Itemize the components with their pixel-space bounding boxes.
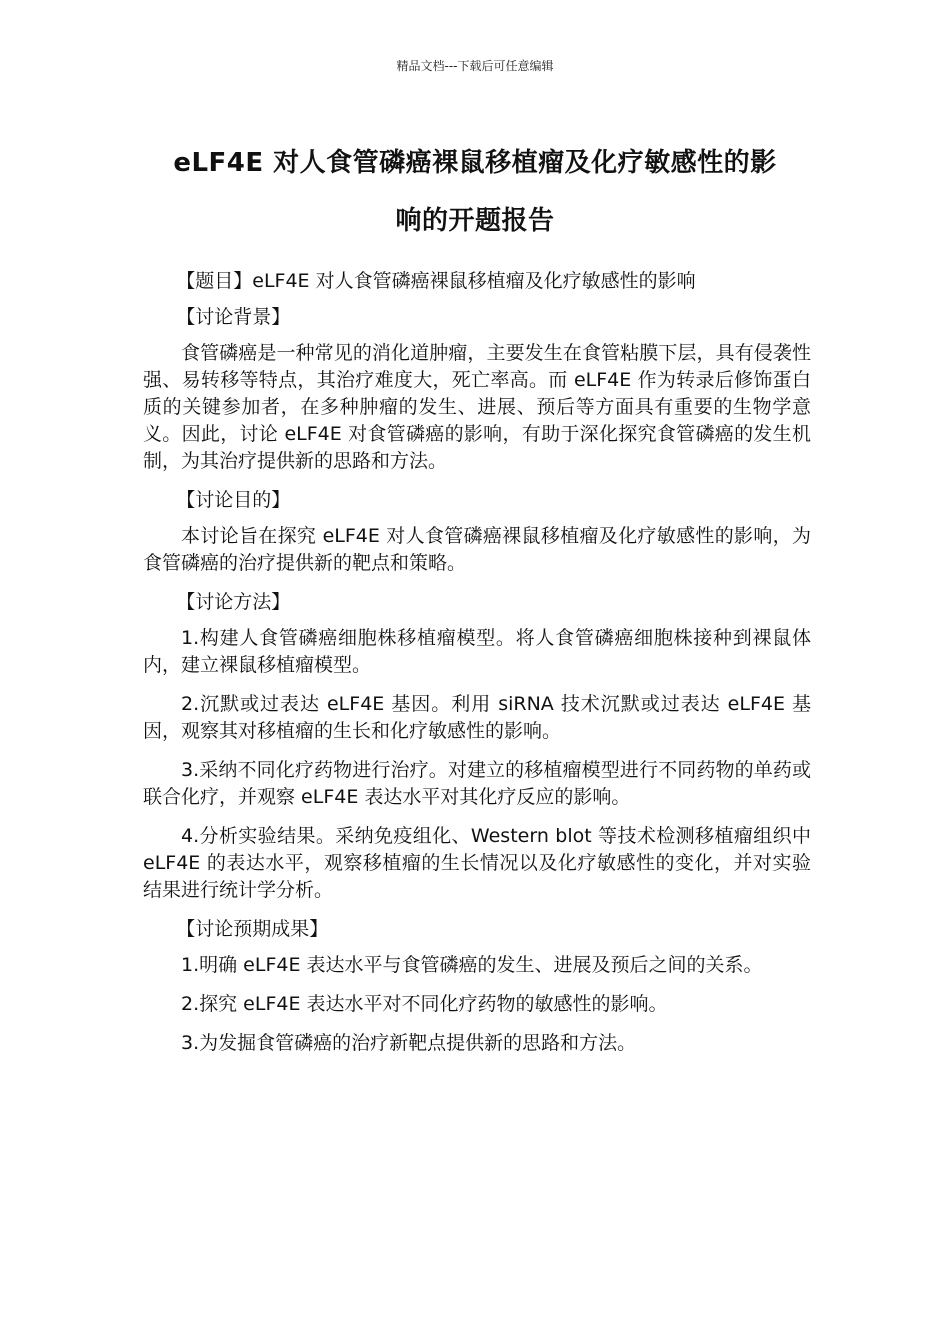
background-paragraph: 食管磷癌是一种常见的消化道肿瘤，主要发生在食管粘膜下层，具有侵袭性强、易转移等特点，其治疗难度大，死亡率高。而 eLF4E 作为转录后修饰蛋白质的关键参加者，在多种肿瘤的发生、进展、预后等方面具有重要的生物学意义。因此，讨论 eLF4E 对食管磷癌的影响，有助于深化探究食管磷癌的发生机制，为其治疗提供新的思路和方法。 <box>143 342 811 472</box>
methods-heading: 【讨论方法】 <box>176 591 291 613</box>
title-line-1: eLF4E 对人食管磷癌裸鼠移植瘤及化疗敏感性的影 <box>173 148 777 178</box>
purpose-heading: 【讨论目的】 <box>176 489 291 511</box>
outcomes-item: 1.明确 eLF4E 表达水平与食管磷癌的发生、进展及预后之间的关系。 <box>181 954 763 976</box>
document-body <box>143 268 811 1069</box>
title-line-2: 响的开题报告 <box>395 206 555 236</box>
topic-line: 【题目】eLF4E 对人食管磷癌裸鼠移植瘤及化疗敏感性的影响 <box>176 270 696 292</box>
methods-item: 4.分析实验结果。采纳免疫组化、Western blot 等技术检测移植瘤组织中 eLF4E 的表达水平，观察移植瘤的生长情况以及化疗敏感性的变化，并对实验结果进行统计学分析。 <box>143 825 811 901</box>
outcomes-heading: 【讨论预期成果】 <box>176 918 329 940</box>
purpose-paragraph: 本讨论旨在探究 eLF4E 对人食管磷癌裸鼠移植瘤及化疗敏感性的影响，为食管磷癌的治疗提供新的靶点和策略。 <box>143 525 811 574</box>
outcomes-item: 2.探究 eLF4E 表达水平对不同化疗药物的敏感性的影响。 <box>181 993 668 1015</box>
methods-item: 1.构建人食管磷癌细胞株移植瘤模型。将人食管磷癌细胞株接种到裸鼠体内，建立裸鼠移植瘤模型。 <box>143 627 811 676</box>
header-note: 精品文档---下载后可任意编辑 <box>396 59 554 73</box>
outcomes-item: 3.为发掘食管磷癌的治疗新靶点提供新的思路和方法。 <box>181 1032 637 1054</box>
document-title <box>150 134 800 250</box>
background-heading: 【讨论背景】 <box>176 306 291 328</box>
methods-item: 3.采纳不同化疗药物进行治疗。对建立的移植瘤模型进行不同药物的单药或联合化疗，并观察 eLF4E 表达水平对其化疗反应的影响。 <box>143 759 811 808</box>
methods-item: 2.沉默或过表达 eLF4E 基因。利用 siRNA 技术沉默或过表达 eLF4E 基因，观察其对移植瘤的生长和化疗敏感性的影响。 <box>143 693 811 742</box>
